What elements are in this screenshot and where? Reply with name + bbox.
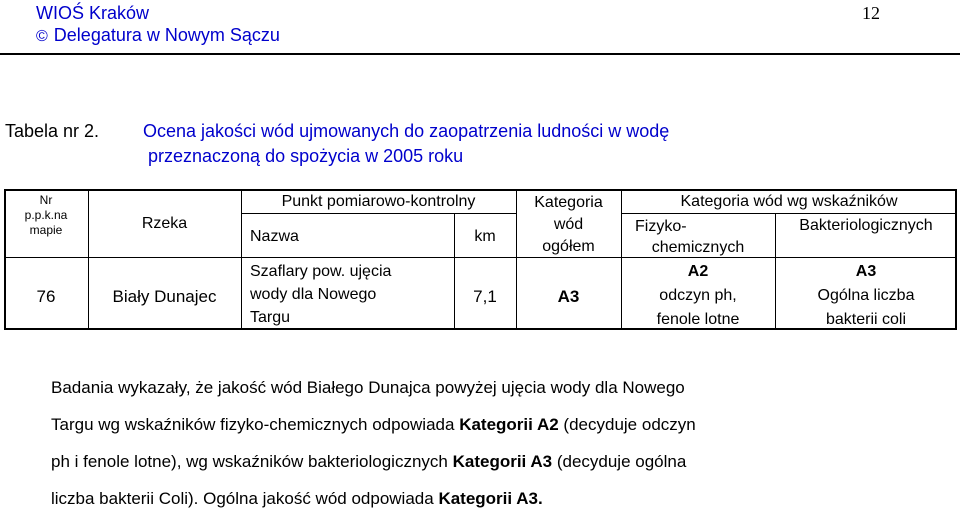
cell-fizyko: A2 odczyn ph, fenole lotne	[656, 263, 740, 328]
cell-km: 7,1	[473, 287, 497, 306]
header-fizyko: Fizyko- chemicznych	[635, 218, 745, 256]
cell-rzeka: Biały Dunajec	[112, 287, 217, 306]
header-rzeka: Rzeka	[141, 215, 188, 232]
table-divider	[241, 213, 516, 214]
header-branch-line	[36, 25, 280, 46]
table-title-line1: Ocena jakości wód ujmowanych do zaopatrzenia ludności w wodę	[143, 121, 670, 141]
header-wskazniki: Kategoria wód wg wskaźników	[680, 193, 898, 210]
summary-line: Targu wg wskaźników fizyko-chemicznych odpowiada Kategorii A2 (decyduje odczyn	[51, 415, 696, 434]
table-divider	[4, 257, 957, 258]
header-divider	[0, 53, 960, 55]
summary-line: ph i fenole lotne), wg wskaźników bakteriologicznych Kategorii A3 (decyduje ogólna	[51, 452, 687, 471]
table-title-line2: przeznaczoną do spożycia w 2005 roku	[148, 146, 464, 166]
summary-line: liczba bakterii Coli). Ogólna jakość wód odpowiada Kategorii A3.	[51, 489, 543, 508]
table-title	[5, 119, 669, 169]
table-title-label: Tabela nr 2.	[5, 121, 100, 141]
table-divider	[621, 213, 957, 214]
copyright-icon: ©	[36, 28, 48, 45]
summary-paragraph	[51, 369, 891, 517]
header-bakterio: Bakteriologicznych	[799, 217, 933, 234]
cell-kategoria: A3	[557, 287, 580, 306]
header-kategoria: Kategoria wód ogółem	[534, 194, 603, 255]
page-number: 12	[862, 3, 880, 23]
header-nazwa: Nazwa	[250, 228, 299, 245]
summary-line: Badania wykazały, że jakość wód Białego Dunajca powyżej ujęcia wody dla Nowego	[51, 378, 685, 397]
header-km: km	[474, 228, 496, 245]
cell-nazwa: Szaflary pow. ujęcia wody dla Nowego Targu	[250, 263, 392, 326]
header-nr: Nr p.p.k.na mapie	[24, 193, 68, 237]
cell-bakterio: A3 Ogólna liczba bakterii coli	[817, 263, 915, 328]
header-branch: Delegatura w Nowym Sączu	[53, 25, 280, 45]
cell-nr: 76	[36, 287, 56, 306]
header-org: WIOŚ Kraków	[36, 3, 150, 23]
water-quality-table	[4, 189, 957, 330]
header-punkt: Punkt pomiarowo-kontrolny	[281, 193, 476, 210]
